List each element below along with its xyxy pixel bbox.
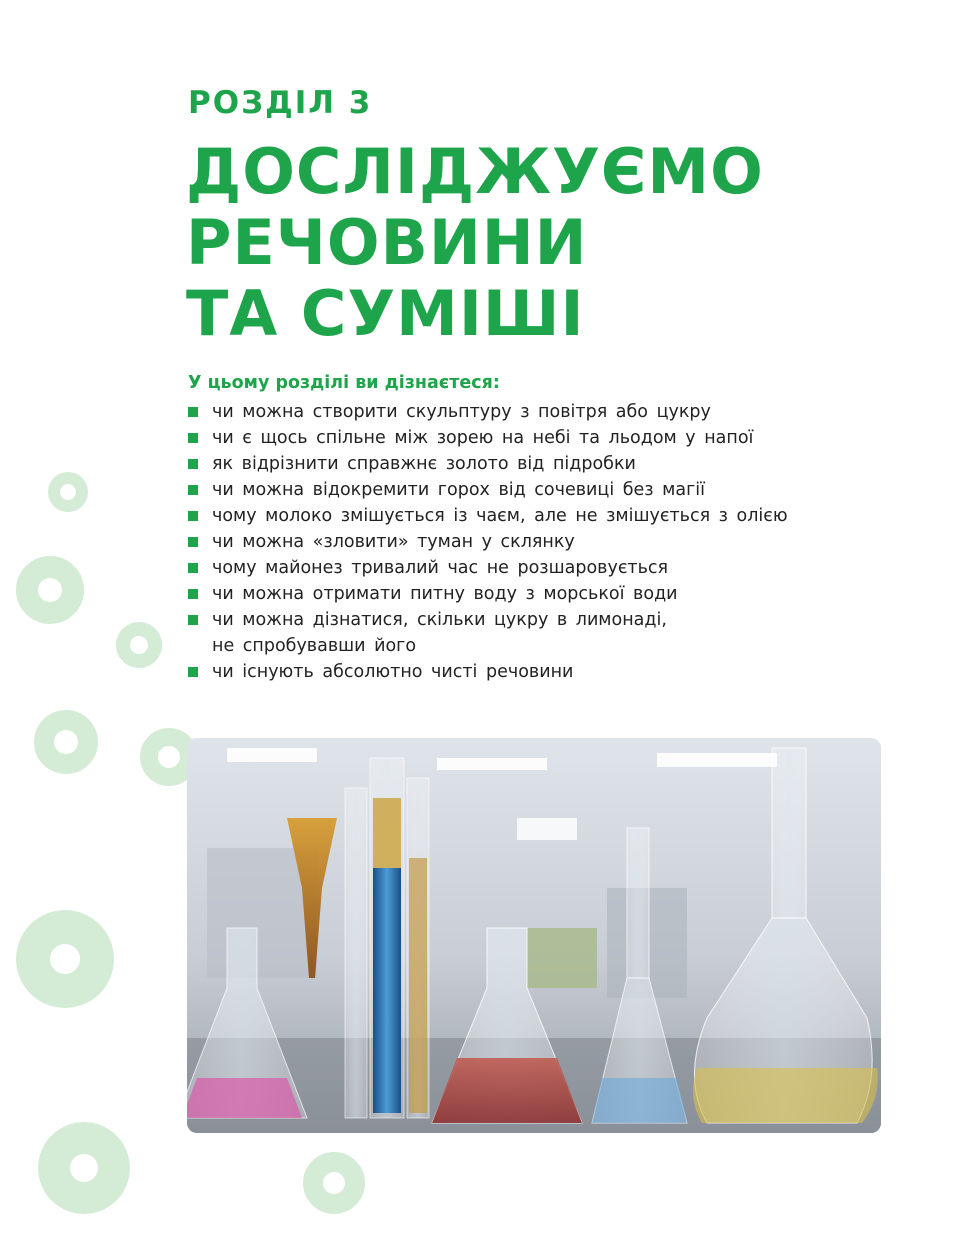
bullet-square-icon <box>188 667 198 677</box>
decorative-ring <box>16 556 84 624</box>
bullet-square-icon <box>188 459 198 469</box>
chapter-label: РОЗДІЛ 3 <box>188 85 373 121</box>
list-item-text: чи можна створити скульптуру з повітря або цукру <box>212 402 711 422</box>
list-item <box>188 555 788 581</box>
list-item-text-continued: не спробувавши його <box>212 636 417 656</box>
list-item <box>188 529 788 555</box>
bullet-square-icon <box>188 511 198 521</box>
chapter-title <box>186 136 764 349</box>
decorative-ring <box>34 710 98 774</box>
bullet-square-icon <box>188 433 198 443</box>
section-intro: У цьому розділі ви дізнаєтеся: <box>188 373 500 393</box>
list-item-text: чому молоко змішується із чаєм, але не змішується з олією <box>212 506 788 526</box>
bullet-square-icon <box>188 407 198 417</box>
list-item-text: чи є щось спільне між зорею на небі та льодом у напої <box>212 428 754 448</box>
bullet-square-icon <box>188 485 198 495</box>
chapter-title-line: РЕЧОВИНИ <box>186 206 588 279</box>
laboratory-glassware-illustration <box>187 738 881 1133</box>
bullet-square-icon <box>188 615 198 625</box>
decorative-ring <box>48 472 88 512</box>
decorative-ring <box>16 910 114 1008</box>
list-item-text: чи можна «зловити» туман у склянку <box>212 532 575 552</box>
bullet-square-icon <box>188 537 198 547</box>
list-item-text: як відрізнити справжнє золото від підробки <box>212 454 636 474</box>
list-item <box>188 659 788 685</box>
bullet-square-icon <box>188 563 198 573</box>
topics-list <box>188 399 788 685</box>
chapter-title-line: ТА СУМІШІ <box>186 277 585 350</box>
list-item <box>188 503 788 529</box>
decorative-ring <box>116 622 162 668</box>
decorative-ring <box>38 1122 130 1214</box>
list-item-text: чи існують абсолютно чисті речовини <box>212 662 574 682</box>
list-item <box>188 477 788 503</box>
list-item-text: чи можна дізнатися, скільки цукру в лимонаді, <box>212 610 667 630</box>
list-item <box>188 399 788 425</box>
list-item <box>188 581 788 607</box>
bullet-square-icon <box>188 589 198 599</box>
list-item-text: чи можна отримати питну воду з морської води <box>212 584 678 604</box>
laboratory-photo <box>187 738 881 1133</box>
list-item-text: чи можна відокремити горох від сочевиці без магії <box>212 480 706 500</box>
chapter-title-line: ДОСЛІДЖУЄМО <box>186 135 764 208</box>
list-item-text: чому майонез тривалий час не розшаровується <box>212 558 669 578</box>
decorative-ring <box>303 1152 365 1214</box>
list-item <box>188 451 788 477</box>
list-item <box>188 607 788 659</box>
list-item <box>188 425 788 451</box>
